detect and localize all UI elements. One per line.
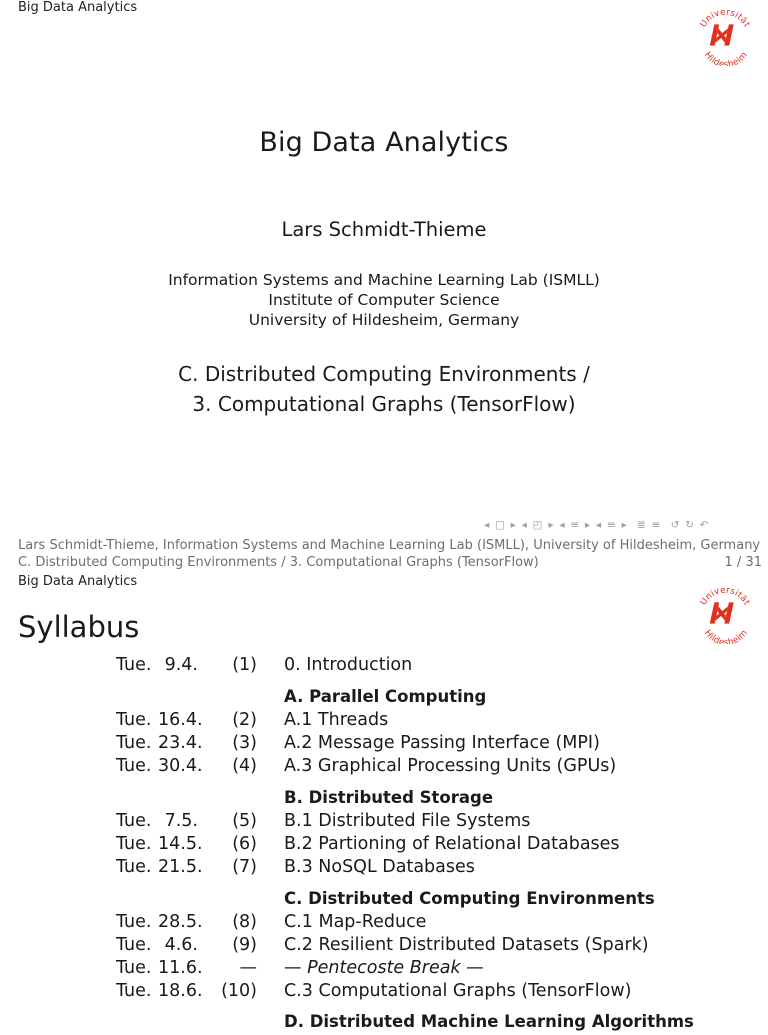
lecture-date: 9.4. — [164, 655, 198, 675]
syllabus-row — [0, 733, 768, 756]
lecture-topic: B.1 Distributed File Systems — [284, 811, 531, 831]
header-title: Big Data Analytics — [18, 574, 138, 589]
lecture-topic: A.3 Graphical Processing Units (GPUs) — [284, 756, 617, 776]
section-title: C. Distributed Computing Environments — [284, 889, 655, 908]
syllabus-row — [0, 756, 768, 779]
svg-text:Hildesheim — [702, 628, 750, 644]
syllabus-row — [0, 912, 768, 935]
syllabus-row — [0, 655, 768, 678]
lecture-date: 11.6. — [158, 958, 203, 978]
syllabus-row — [0, 834, 768, 857]
syllabus-section-heading — [0, 788, 768, 811]
lecture-date: 21.5. — [158, 857, 203, 877]
logo-text-bottom: Hildesheim — [702, 628, 750, 644]
lecture-topic: A.2 Message Passing Interface (MPI) — [284, 733, 600, 753]
lecture-number: (1) — [232, 655, 257, 675]
author-name: Lars Schmidt-Thieme — [281, 218, 487, 241]
header-title: Big Data Analytics — [18, 0, 138, 15]
lecture-date: 30.4. — [158, 756, 203, 776]
lecture-date: 4.6. — [164, 935, 198, 955]
syllabus-row — [0, 981, 768, 1004]
logo-text-bottom: Hildesheim — [702, 50, 750, 66]
lecture-day: Tue. — [116, 733, 152, 753]
syllabus-row — [0, 710, 768, 733]
lecture-topic: C.1 Map-Reduce — [284, 912, 427, 932]
section-title: B. Distributed Storage — [284, 788, 494, 807]
university-logo — [694, 4, 756, 66]
lecture-topic: — Pentecoste Break — — [284, 958, 484, 978]
affiliation-line-1: Information Systems and Machine Learning Lab (ISMLL) — [168, 271, 600, 289]
section-title: A. Parallel Computing — [284, 687, 487, 706]
university-logo — [694, 582, 756, 644]
page-number: 1 / 31 — [724, 555, 762, 570]
lecture-day: Tue. — [116, 981, 152, 1001]
lecture-number: — — [239, 958, 257, 978]
lecture-day: Tue. — [116, 655, 152, 675]
lecture-day: Tue. — [116, 912, 152, 932]
lecture-number: (3) — [232, 733, 257, 753]
section-title: D. Distributed Machine Learning Algorithms — [284, 1012, 694, 1031]
lecture-topic: B.3 NoSQL Databases — [284, 857, 475, 877]
logo-text-top: Universität — [698, 585, 752, 608]
lecture-day: Tue. — [116, 710, 152, 730]
lecture-date: 18.6. — [158, 981, 203, 1001]
syllabus-section-heading — [0, 889, 768, 912]
lecture-topic: C.2 Resilient Distributed Datasets (Spark) — [284, 935, 649, 955]
lecture-date: 14.5. — [158, 834, 203, 854]
syllabus-row — [0, 811, 768, 834]
footer-lecture-line: C. Distributed Computing Environments / 3. Computational Graphs (TensorFlow) — [18, 555, 539, 570]
syllabus-title: Syllabus — [18, 610, 140, 644]
lecture-number: (6) — [232, 834, 257, 854]
lecture-date: 23.4. — [158, 733, 203, 753]
lecture-topic: B.2 Partioning of Relational Databases — [284, 834, 620, 854]
slide-title: Big Data Analytics — [259, 127, 509, 158]
svg-text:Universität — [699, 8, 752, 30]
lecture-number: (4) — [232, 756, 257, 776]
lecture-day: Tue. — [116, 958, 152, 978]
lecture-day: Tue. — [116, 756, 152, 776]
lecture-day: Tue. — [116, 811, 152, 831]
svg-text:Hildesheim — [702, 50, 750, 66]
lecture-number: (8) — [232, 912, 257, 932]
syllabus-row — [0, 958, 768, 981]
lecture-date: 16.4. — [158, 710, 203, 730]
lecture-topic: 0. Introduction — [284, 655, 413, 675]
lecture-number: (5) — [232, 811, 257, 831]
syllabus-section-heading — [0, 687, 768, 710]
syllabus-row — [0, 935, 768, 958]
syllabus-row — [0, 857, 768, 880]
lecture-topic: C.3 Computational Graphs (TensorFlow) — [284, 981, 632, 1001]
lecture-number: (9) — [232, 935, 257, 955]
lecture-date: 7.5. — [164, 811, 198, 831]
affiliation-line-2: Institute of Computer Science — [268, 291, 500, 309]
lecture-day: Tue. — [116, 935, 152, 955]
lecture-subtitle-line-2: 3. Computational Graphs (TensorFlow) — [192, 392, 576, 416]
lecture-number: (7) — [232, 857, 257, 877]
footer-author-line: Lars Schmidt-Thieme, Information Systems and Machine Learning Lab (ISMLL), University of Hildesheim, Germany — [18, 538, 761, 553]
lecture-date: 28.5. — [158, 912, 203, 932]
affiliation-line-3: University of Hildesheim, Germany — [248, 311, 520, 329]
lecture-topic: A.1 Threads — [284, 710, 389, 730]
lecture-number: (2) — [232, 710, 257, 730]
svg-text:Universität — [699, 586, 752, 608]
lecture-day: Tue. — [116, 834, 152, 854]
lecture-number: (10) — [221, 981, 257, 1001]
beamer-navigation-icons[interactable]: ◂ □ ▸ ◂ ◰ ▸ ◂ ≡ ▸ ◂ ≡ ▸ ≣ ≡ ↺ ↻ ↶ — [484, 519, 710, 531]
logo-text-top: Universität — [698, 7, 752, 30]
lecture-subtitle-line-1: C. Distributed Computing Environments / — [178, 362, 590, 386]
lecture-day: Tue. — [116, 857, 152, 877]
